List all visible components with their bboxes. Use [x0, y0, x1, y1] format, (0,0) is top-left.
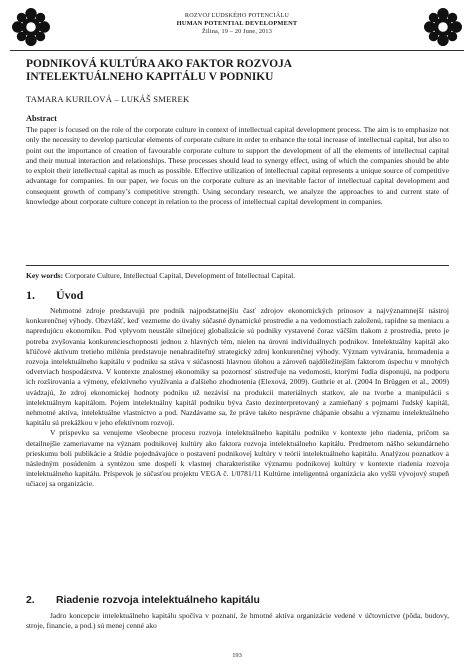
- header-text: [90, 12, 384, 37]
- page-number: 193: [232, 652, 242, 659]
- abstract-text: The paper is focused on the role of the corporate culture in context of intellectual capital development process. The aim is to emphasize not only the necessity to develop particular elements of corporate culture in order to enhance the total increase of intellectual capital, but also to point out the importance of creation of favourable corporate culture to support the development of all the elements of intellectual capital and their mutual interaction and relationships. These processes should lead to synergy effect, using of which the companies should be able to exploit their intellectual capital as much as possible. Effective utilization of intellectual capital represents a unique source of competitive advantage for companies. In our paper, we focus on the corporate culture as an inevitable factor of intellectual capital development and consequent growth of company’s competitive strength. Using secondary research, we analyze the approaches to and current state of knowledge about corporate culture concept in relation to the process of intellectual capital development in companies.: [26, 125, 449, 207]
- flower-logo-right-icon: [424, 8, 462, 46]
- keywords: [26, 271, 449, 280]
- keywords-label: Key words:: [26, 271, 64, 280]
- section-1-paragraph-2: V príspevku sa venujeme všeobecne procesu rozvoja intelektuálneho kapitálu podniku v kontexte jeho riadenia, pričom sa detailnejšie zameriavame na význam podnikovej kultúry ako faktora rozvoja intelektuálneho kapitálu. Predmetom nášho sekundárneho prieskumu boli publikácie a štúdie pojednávajúce o postavení podnikovej kultúry v teórii intelektuálneho kapitálu. Analýzou poznatkov a následným posúdením a syntézou sme dospeli k vlastnej charakteristike významu podnikovej kultúry v kontexte riadenia rozvoja intelektuálneho kapitálu. Príspevok je súčasťou projektu VEGA č. 1/0781/11 Kultúrne inteligentná organizácia ako vyšší vývojový stupeň učiacej sa organizácie.: [26, 428, 449, 489]
- authors: TAMARA KURILOVÁ – LUKÁŠ SMEREK: [26, 94, 190, 104]
- title-line-2: INTELEKTUÁLNEHO KAPITÁLU V PODNIKU: [26, 71, 274, 84]
- flower-logo-left-icon: [12, 8, 50, 46]
- section-1-body: [26, 306, 449, 490]
- keywords-divider: [26, 265, 449, 266]
- section-1-paragraph-1: Nehmotné zdroje predstavujú pre podnik najpodstatnejšiu časť zdrojov ekonomických prínosov a najvýznamnejší nástroj konkurenčnej výhody. Obzvlášť, keď vezmeme do úvahy súčasné dynamické prostredie a na vedomostiach založenú, rapídne sa meniacu a napredujúcu ekonomiku. Pod vplyvom neustále silnejúcej globalizácie sú podniky vystavené čoraz väčším tlakom z prostredia, preto je potreba zvyšovania konkurencieschopnosti jednou z hlavných tém, nielen na úrovni individuálnych podnikov. Intelektuálny kapitál ako kľúčové aktívum tretieho milénia predstavuje nenahraditeľný strategický zdroj konkurenčnej výhody. Význam vytvárania, hromadenia a rozvoja intelektuálneho kapitálu v podniku sa stáva v súčasnosti hlavnou úlohou a zároveň najdôležitejším faktorom úspechu v mnohých odvetviach hospodárstva. V kontexte znalostnej ekonomiky sa pozornosť sústreďuje na vedomosti, ktorými ľudia disponujú, na podporu ich rozširovania a výmeny, efektívneho využívania a ďalšieho zhodnotenia (Elexová, 2009). Guthrie et al. (2004 In Brüggen et al., 2009) uvádzajú, že zdroj ekonomickej hodnoty podniku už nezávisí na produkcii materiálnych statkov, ale na tvorbe a manipulácii s intelektuálnym kapitálom. Pojem intelektuálny kapitál podniku býva často dezinterpretovaný a zamieňaný s pojmami ľudský kapitál, nehmotné aktíva, intelektuálne vlastníctvo a pod. Nazdávame sa, že práve takéto nesprávne chápanie obsahu a významu intelektuálneho kapitálu sú prekážkou v jeho efektívnom rozvoji.: [26, 306, 449, 428]
- section-2-heading: [26, 595, 260, 606]
- title-line-1: PODNIKOVÁ KULTÚRA AKO FAKTOR ROZVOJA: [26, 58, 293, 70]
- section-1-number: 1.: [26, 288, 35, 302]
- header-divider: [10, 50, 464, 51]
- section-1-heading: [26, 288, 83, 303]
- section-2-paragraph-1: Jadro koncepcie intelektuálneho kapitálu spočíva v poznaní, že hmotné aktíva organizácie vedené v účtovníctve (pôda, budovy, stroje, financie, a pod.) sú menej cenné ako: [26, 611, 449, 631]
- header-line-2: HUMAN POTENTIAL DEVELOPMENT: [176, 20, 298, 28]
- section-2-number: 2.: [26, 595, 35, 606]
- paper-title: [26, 58, 456, 85]
- header-line-1: ROZVOJ ĽUDSKÉHO POTENCIÁLU: [184, 12, 290, 19]
- abstract-heading: Abstract: [26, 114, 57, 123]
- header-line-3: Žilina, 19 – 20 June, 2013: [202, 28, 272, 36]
- section-1-title: Úvod: [56, 288, 84, 302]
- keywords-text: Corporate Culture, Intellectual Capital, Development of Intellectual Capital.: [63, 271, 296, 280]
- conference-header: [0, 4, 474, 54]
- section-2-title: Riadenie rozvoja intelektuálneho kapitálu: [56, 595, 260, 606]
- section-2-body: [26, 611, 449, 631]
